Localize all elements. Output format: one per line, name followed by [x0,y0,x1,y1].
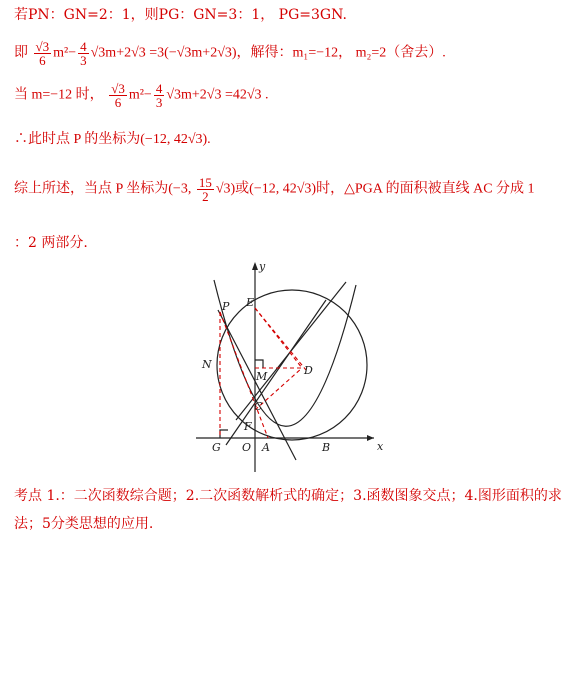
line-5-mid: √3)或(−12, 42√3)时，△PGA 的面积被直线 AC 分成 1 [215,181,535,197]
frac-15-over-2: $\frac{15}{2}$ [198,175,212,204]
line-1: 若PN：GN=2：1，则PG：GN=3：1， PG=3GN. [14,7,347,23]
frac-4-over-3-b: $\frac{4}{3}$ [155,81,163,110]
line-2-prefix: 即 [14,45,28,61]
line-3-rest: m²− [128,87,152,103]
line-2-tail: √3m+2√3 =3(−√3m+2√3)，解得：m₁=−12， m₂=2（舍去）. [90,45,446,61]
label-m: M [256,370,268,383]
y-axis-arrow [252,262,258,270]
label-a: A [262,441,270,454]
label-e: E [246,296,255,309]
frac-sqrt3-over-6: $\frac{√3}{6}$ [35,39,50,68]
x-axis-arrow [367,435,374,441]
frac-4-over-3: $\frac{4}{3}$ [80,39,87,68]
label-b: B [322,441,331,454]
line-6: ：2 两部分. [14,235,88,251]
line-2-rest: m²− [53,45,77,61]
label-p: P [222,300,230,313]
line-5-prefix: 综上所述，当点 P 坐标为(−3, [14,181,192,197]
label-y: y [259,260,266,273]
label-g: G [212,441,221,454]
label-x: x [377,440,384,453]
line-3 [14,82,269,109]
line-4: ∴此时点 P 的坐标为(−12, 42√3). [14,132,211,147]
right-angle-g [220,430,228,438]
frac-sqrt3-over-6-b: $\frac{√3}{6}$ [111,81,125,110]
dashed-ed [255,308,302,368]
label-n: N [202,358,212,371]
label-o: O [242,441,252,454]
line-2 [14,40,446,67]
label-c: C [254,400,263,413]
line-3-prefix: 当 m=−12 时， [14,87,104,103]
right-angle-m [255,360,263,368]
line-3-tail: √3m+2√3 =42√3 . [166,87,269,103]
geometry-figure [196,260,386,472]
label-f: F [244,420,252,433]
label-d: D [304,364,313,377]
line-5 [14,176,535,203]
footer-note: 考点 1.：二次函数综合题；2.二次函数解析式的确定；3.函数图象交点；4.图形面积的求法；5分类思想的应用. [14,488,562,532]
